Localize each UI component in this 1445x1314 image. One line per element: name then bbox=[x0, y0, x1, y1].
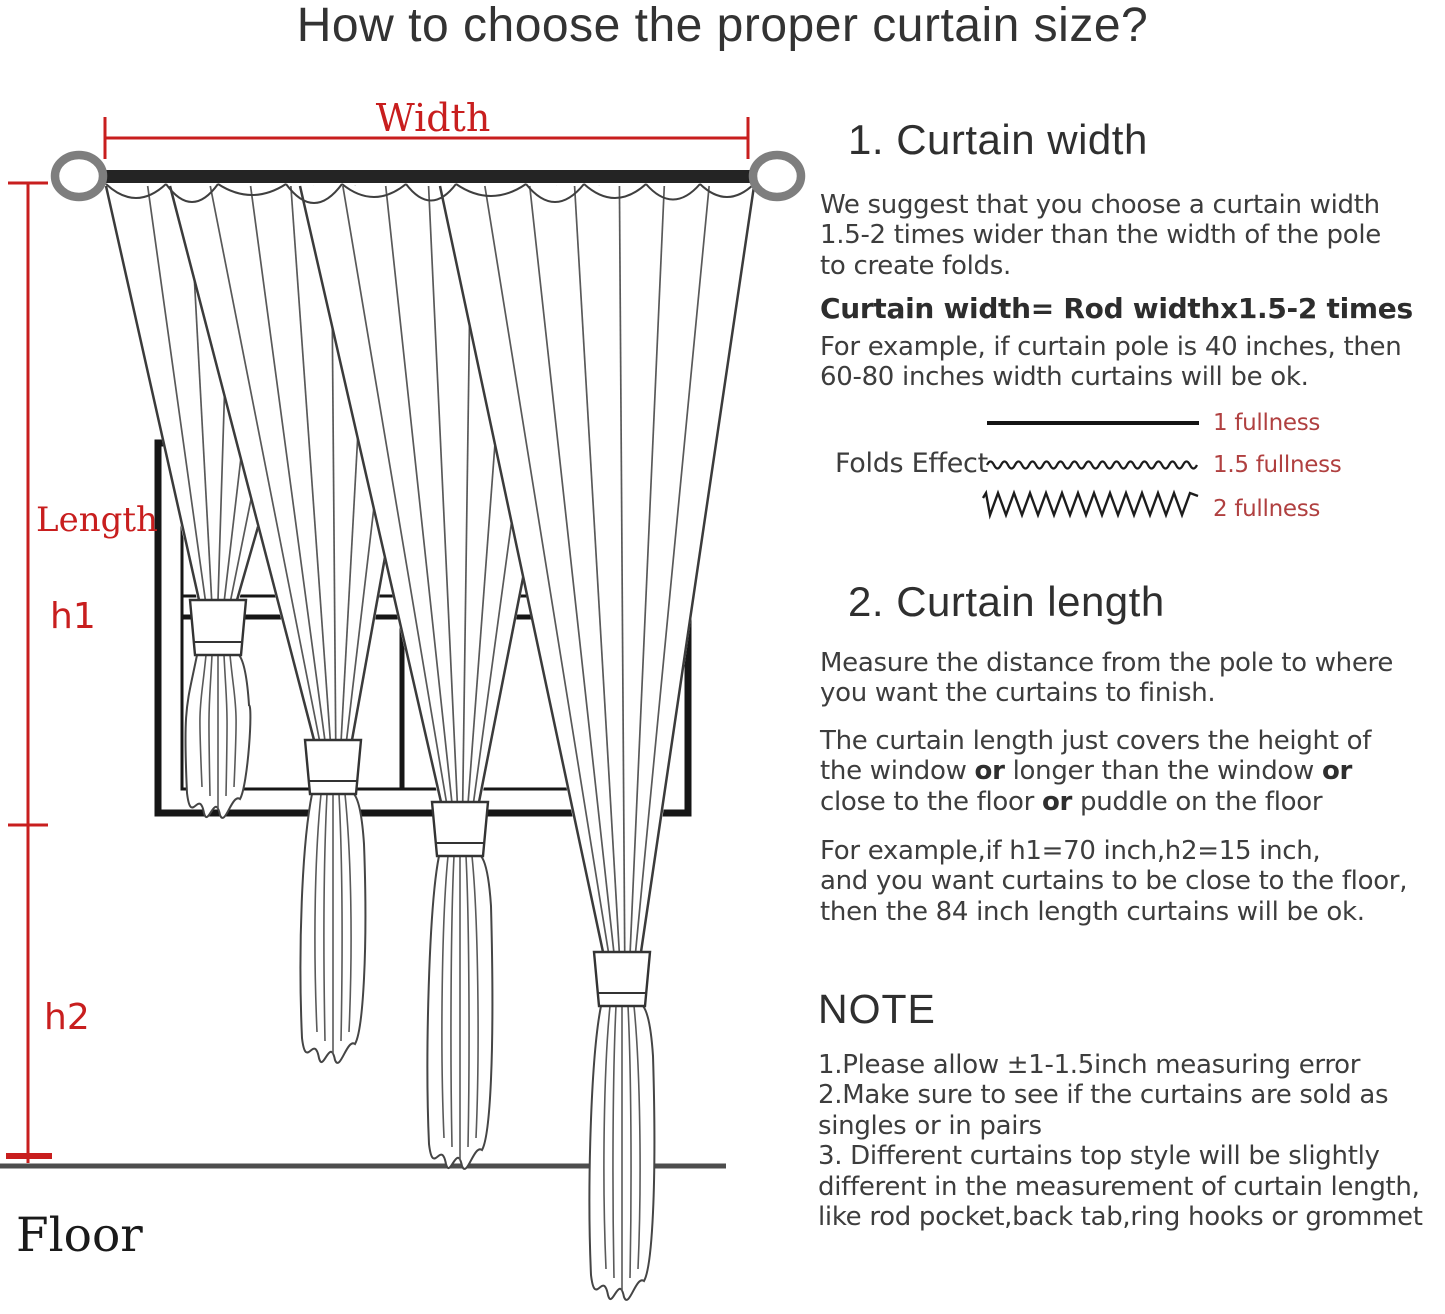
rod-ring-right bbox=[753, 155, 801, 197]
fullness-1-5-label: 1.5 fullness bbox=[1213, 452, 1342, 478]
folds-effect-block bbox=[820, 404, 1445, 549]
length-p2-line1: The curtain length just covers the height of bbox=[820, 726, 1372, 756]
rod-ring-left bbox=[55, 155, 103, 197]
width-paragraph-1 bbox=[820, 190, 1445, 281]
fullness-2-line bbox=[977, 488, 1205, 520]
curtain-rod bbox=[99, 170, 757, 183]
length-paragraph-1 bbox=[820, 648, 1445, 709]
width-p1-line1: We suggest that you choose a curtain width bbox=[820, 190, 1380, 220]
width-p1-line3: to create folds. bbox=[820, 250, 1011, 281]
page-title: How to choose the proper curtain size? bbox=[296, 0, 1149, 52]
fullness-2-label: 2 fullness bbox=[1213, 496, 1321, 522]
length-p1-line1: Measure the distance from the pole to where bbox=[820, 648, 1394, 678]
h2-label: h2 bbox=[44, 997, 90, 1038]
note-line-6: like rod pocket,back tab,ring hooks or grommet bbox=[818, 1202, 1423, 1233]
floor-label: Floor bbox=[16, 1208, 143, 1263]
length-label: Length bbox=[36, 500, 158, 540]
section-width-heading: 1. Curtain width bbox=[848, 116, 1148, 163]
length-measure-line bbox=[8, 183, 48, 1163]
width-p1-line2: 1.5-2 times wider than the width of the pole bbox=[820, 220, 1381, 251]
note-line-3: singles or in pairs bbox=[818, 1110, 1042, 1141]
length-paragraph-2 bbox=[820, 726, 1445, 817]
length-p3-line3: then the 84 inch length curtains will be ok. bbox=[820, 896, 1365, 927]
fullness-1-5-line bbox=[985, 456, 1199, 474]
length-p1-line2: you want the curtains to finish. bbox=[820, 678, 1216, 709]
length-p2-or2: or bbox=[1321, 756, 1353, 787]
note-list bbox=[818, 1050, 1445, 1232]
length-p3-line1: For example,if h1=70 inch,h2=15 inch, bbox=[820, 836, 1321, 866]
length-p2-line3a: close to the floor bbox=[820, 786, 1042, 817]
width-formula: Curtain width= Rod widthx1.5-2 times bbox=[820, 292, 1413, 325]
width-p2-line1: For example, if curtain pole is 40 inches, then bbox=[820, 332, 1402, 362]
length-paragraph-3 bbox=[820, 836, 1445, 927]
length-p2-line2a: the window bbox=[820, 756, 975, 787]
fullness-1-label: 1 fullness bbox=[1213, 410, 1321, 436]
length-measure-foot-tick bbox=[6, 1153, 52, 1159]
section-length-heading: 2. Curtain length bbox=[848, 578, 1165, 625]
length-p2-or1: or bbox=[974, 756, 1005, 787]
note-line-2: 2.Make sure to see if the curtains are sold as bbox=[818, 1080, 1389, 1111]
note-line-1: 1.Please allow ±1-1.5inch measuring error bbox=[818, 1050, 1361, 1080]
fullness-1-line bbox=[987, 421, 1199, 425]
note-line-5: different in the measurement of curtain length, bbox=[818, 1171, 1420, 1202]
length-p2-line2c: longer than the window bbox=[1004, 756, 1322, 787]
length-p2-or3: or bbox=[1041, 786, 1073, 817]
curtain-panels bbox=[106, 186, 754, 1300]
folds-effect-label: Folds Effect bbox=[835, 448, 988, 479]
width-p2-line2: 60-80 inches width curtains will be ok. bbox=[820, 362, 1309, 393]
note-heading: NOTE bbox=[818, 986, 936, 1032]
length-p2-line3c: puddle on the floor bbox=[1072, 786, 1323, 817]
width-paragraph-2 bbox=[820, 332, 1445, 393]
width-label: Width bbox=[375, 96, 491, 140]
length-p3-line2: and you want curtains to be close to the floor, bbox=[820, 866, 1408, 897]
h1-label: h1 bbox=[50, 596, 96, 637]
note-line-4: 3. Different curtains top style will be slightly bbox=[818, 1141, 1380, 1172]
